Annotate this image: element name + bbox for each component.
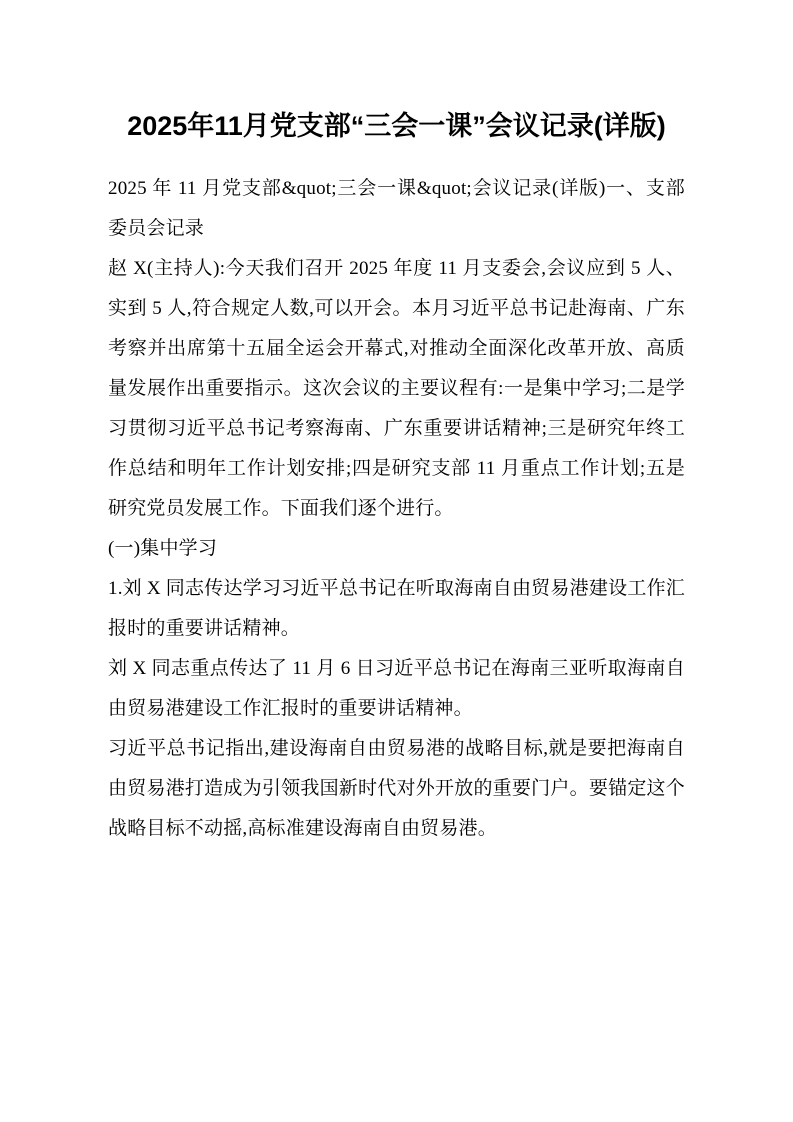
- document-body: [108, 169, 685, 849]
- page-title: 2025年11月党支部“三会一课”会议记录(详版): [127, 111, 666, 141]
- paragraph: 1.刘 X 同志传达学习习近平总书记在听取海南自由贸易港建设工作汇报时的重要讲话精神。: [108, 578, 685, 639]
- paragraph: 2025 年 11 月党支部&quot;三会一课&quot;会议记录(详版)一、支部委员会记录: [108, 178, 685, 239]
- paragraph: 赵 X(主持人):今天我们召开 2025 年度 11 月支委会,会议应到 5 人、实到 5 人,符合规定人数,可以开会。本月习近平总书记赴海南、广东考察并出席第十五届全运会开幕式,对推动全面深化改革开放、高质量发展作出重要指示。这次会议的主要议程有:一是集中学习;二是学习贯彻习近平总书记考察海南、广东重要讲话精神;三是研究年终工作总结和明年工作计划安排;四是研究支部 11 月重点工作计划;五是研究党员发展工作。下面我们逐个进行。: [108, 258, 685, 519]
- paragraph: 习近平总书记指出,建设海南自由贸易港的战略目标,就是要把海南自由贸易港打造成为引领我国新时代对外开放的重要门户。要锚定这个战略目标不动摇,高标准建设海南自由贸易港。: [108, 738, 685, 839]
- paragraph: (一)集中学习: [108, 538, 218, 559]
- paragraph: 刘 X 同志重点传达了 11 月 6 日习近平总书记在海南三亚听取海南自由贸易港建设工作汇报时的重要讲话精神。: [108, 658, 685, 719]
